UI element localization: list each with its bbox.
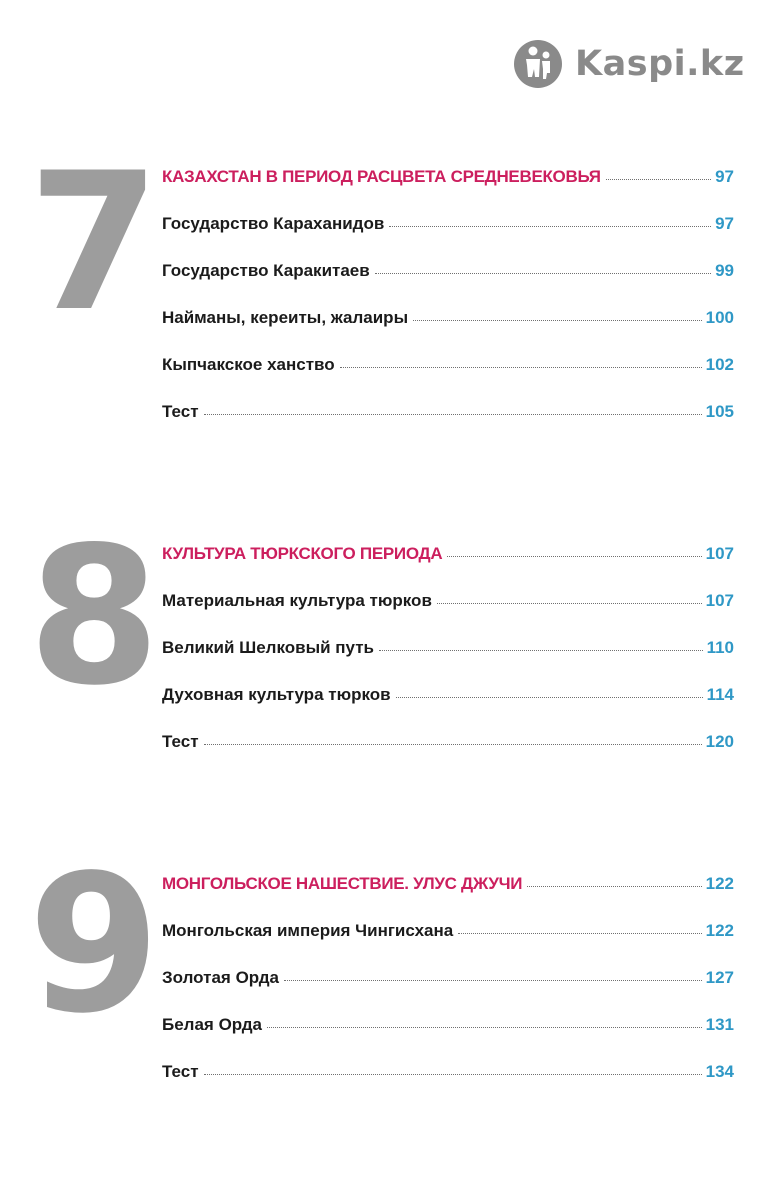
dot-leader: [284, 977, 702, 981]
page-number: 131: [705, 1015, 734, 1034]
toc-item-row[interactable]: [162, 685, 734, 709]
page-number: 107: [705, 591, 734, 610]
toc-item-row[interactable]: [162, 968, 734, 992]
page-number: 122: [705, 874, 734, 893]
item-title: Найманы, кереиты, жалаиры: [162, 308, 409, 327]
page-number: 114: [706, 685, 734, 704]
toc-item-row[interactable]: [162, 591, 734, 615]
page-number: 97: [715, 167, 734, 186]
page-number: 134: [705, 1062, 734, 1081]
item-title: Кыпчакское ханство: [162, 355, 335, 374]
dot-leader: [375, 270, 711, 274]
item-title: Тест: [162, 1062, 199, 1081]
toc-item-row[interactable]: [162, 921, 734, 945]
toc-chapter-row[interactable]: [162, 544, 734, 568]
page-number: 97: [715, 214, 734, 233]
chapter-number: 7: [28, 132, 161, 353]
dot-leader: [447, 553, 701, 557]
toc-chapter-row[interactable]: [162, 874, 734, 898]
toc-item-row[interactable]: [162, 402, 734, 426]
dot-leader: [606, 176, 711, 180]
dot-leader: [437, 600, 702, 604]
item-title: Тест: [162, 732, 199, 751]
dot-leader: [204, 1071, 702, 1075]
dot-leader: [267, 1024, 702, 1028]
item-title: Материальная культура тюрков: [162, 591, 432, 610]
page-number: 100: [705, 308, 734, 327]
dot-leader: [204, 741, 702, 745]
dot-leader: [413, 317, 702, 321]
dot-leader: [527, 883, 701, 887]
chapter-title: КАЗАХСТАН В ПЕРИОД РАСЦВЕТА СРЕДНЕВЕКОВЬЯ: [162, 167, 601, 186]
page-number: 105: [705, 402, 734, 421]
kaspi-logo-icon: [513, 39, 563, 89]
item-title: Государство Караханидов: [162, 214, 385, 233]
page-number: 110: [706, 638, 734, 657]
dot-leader: [389, 223, 711, 227]
toc-item-row[interactable]: [162, 308, 734, 332]
page-number: 99: [715, 261, 734, 280]
kaspi-watermark: [513, 38, 745, 90]
item-title: Тест: [162, 402, 199, 421]
dot-leader: [458, 930, 701, 934]
page-number: 120: [705, 732, 734, 751]
page-number: 107: [705, 544, 734, 563]
dot-leader: [204, 411, 702, 415]
dot-leader: [396, 694, 703, 698]
toc-item-row[interactable]: [162, 732, 734, 756]
dot-leader: [340, 364, 702, 368]
kaspi-watermark-text: Kaspi.kz: [575, 44, 745, 84]
page-number: 102: [705, 355, 734, 374]
item-title: Золотая Орда: [162, 968, 279, 987]
toc-item-row[interactable]: [162, 1015, 734, 1039]
item-title: Государство Каракитаев: [162, 261, 370, 280]
dot-leader: [379, 647, 703, 651]
chapter-title: КУЛЬТУРА ТЮРКСКОГО ПЕРИОДА: [162, 544, 443, 563]
toc-item-row[interactable]: [162, 1062, 734, 1086]
toc-chapter-row[interactable]: [162, 167, 734, 191]
item-title: Белая Орда: [162, 1015, 262, 1034]
toc-item-row[interactable]: [162, 355, 734, 379]
toc-item-row[interactable]: [162, 638, 734, 662]
toc-item-row[interactable]: [162, 261, 734, 285]
chapter-title: МОНГОЛЬСКОЕ НАШЕСТВИЕ. УЛУС ДЖУЧИ: [162, 874, 523, 893]
item-title: Монгольская империя Чингисхана: [162, 921, 454, 940]
item-title: Духовная культура тюрков: [162, 685, 391, 704]
item-title: Великий Шелковый путь: [162, 638, 374, 657]
chapter-number: 8: [28, 506, 161, 727]
toc-item-row[interactable]: [162, 214, 734, 238]
page-number: 122: [705, 921, 734, 940]
chapter-number: 9: [28, 834, 161, 1055]
page-number: 127: [705, 968, 734, 987]
